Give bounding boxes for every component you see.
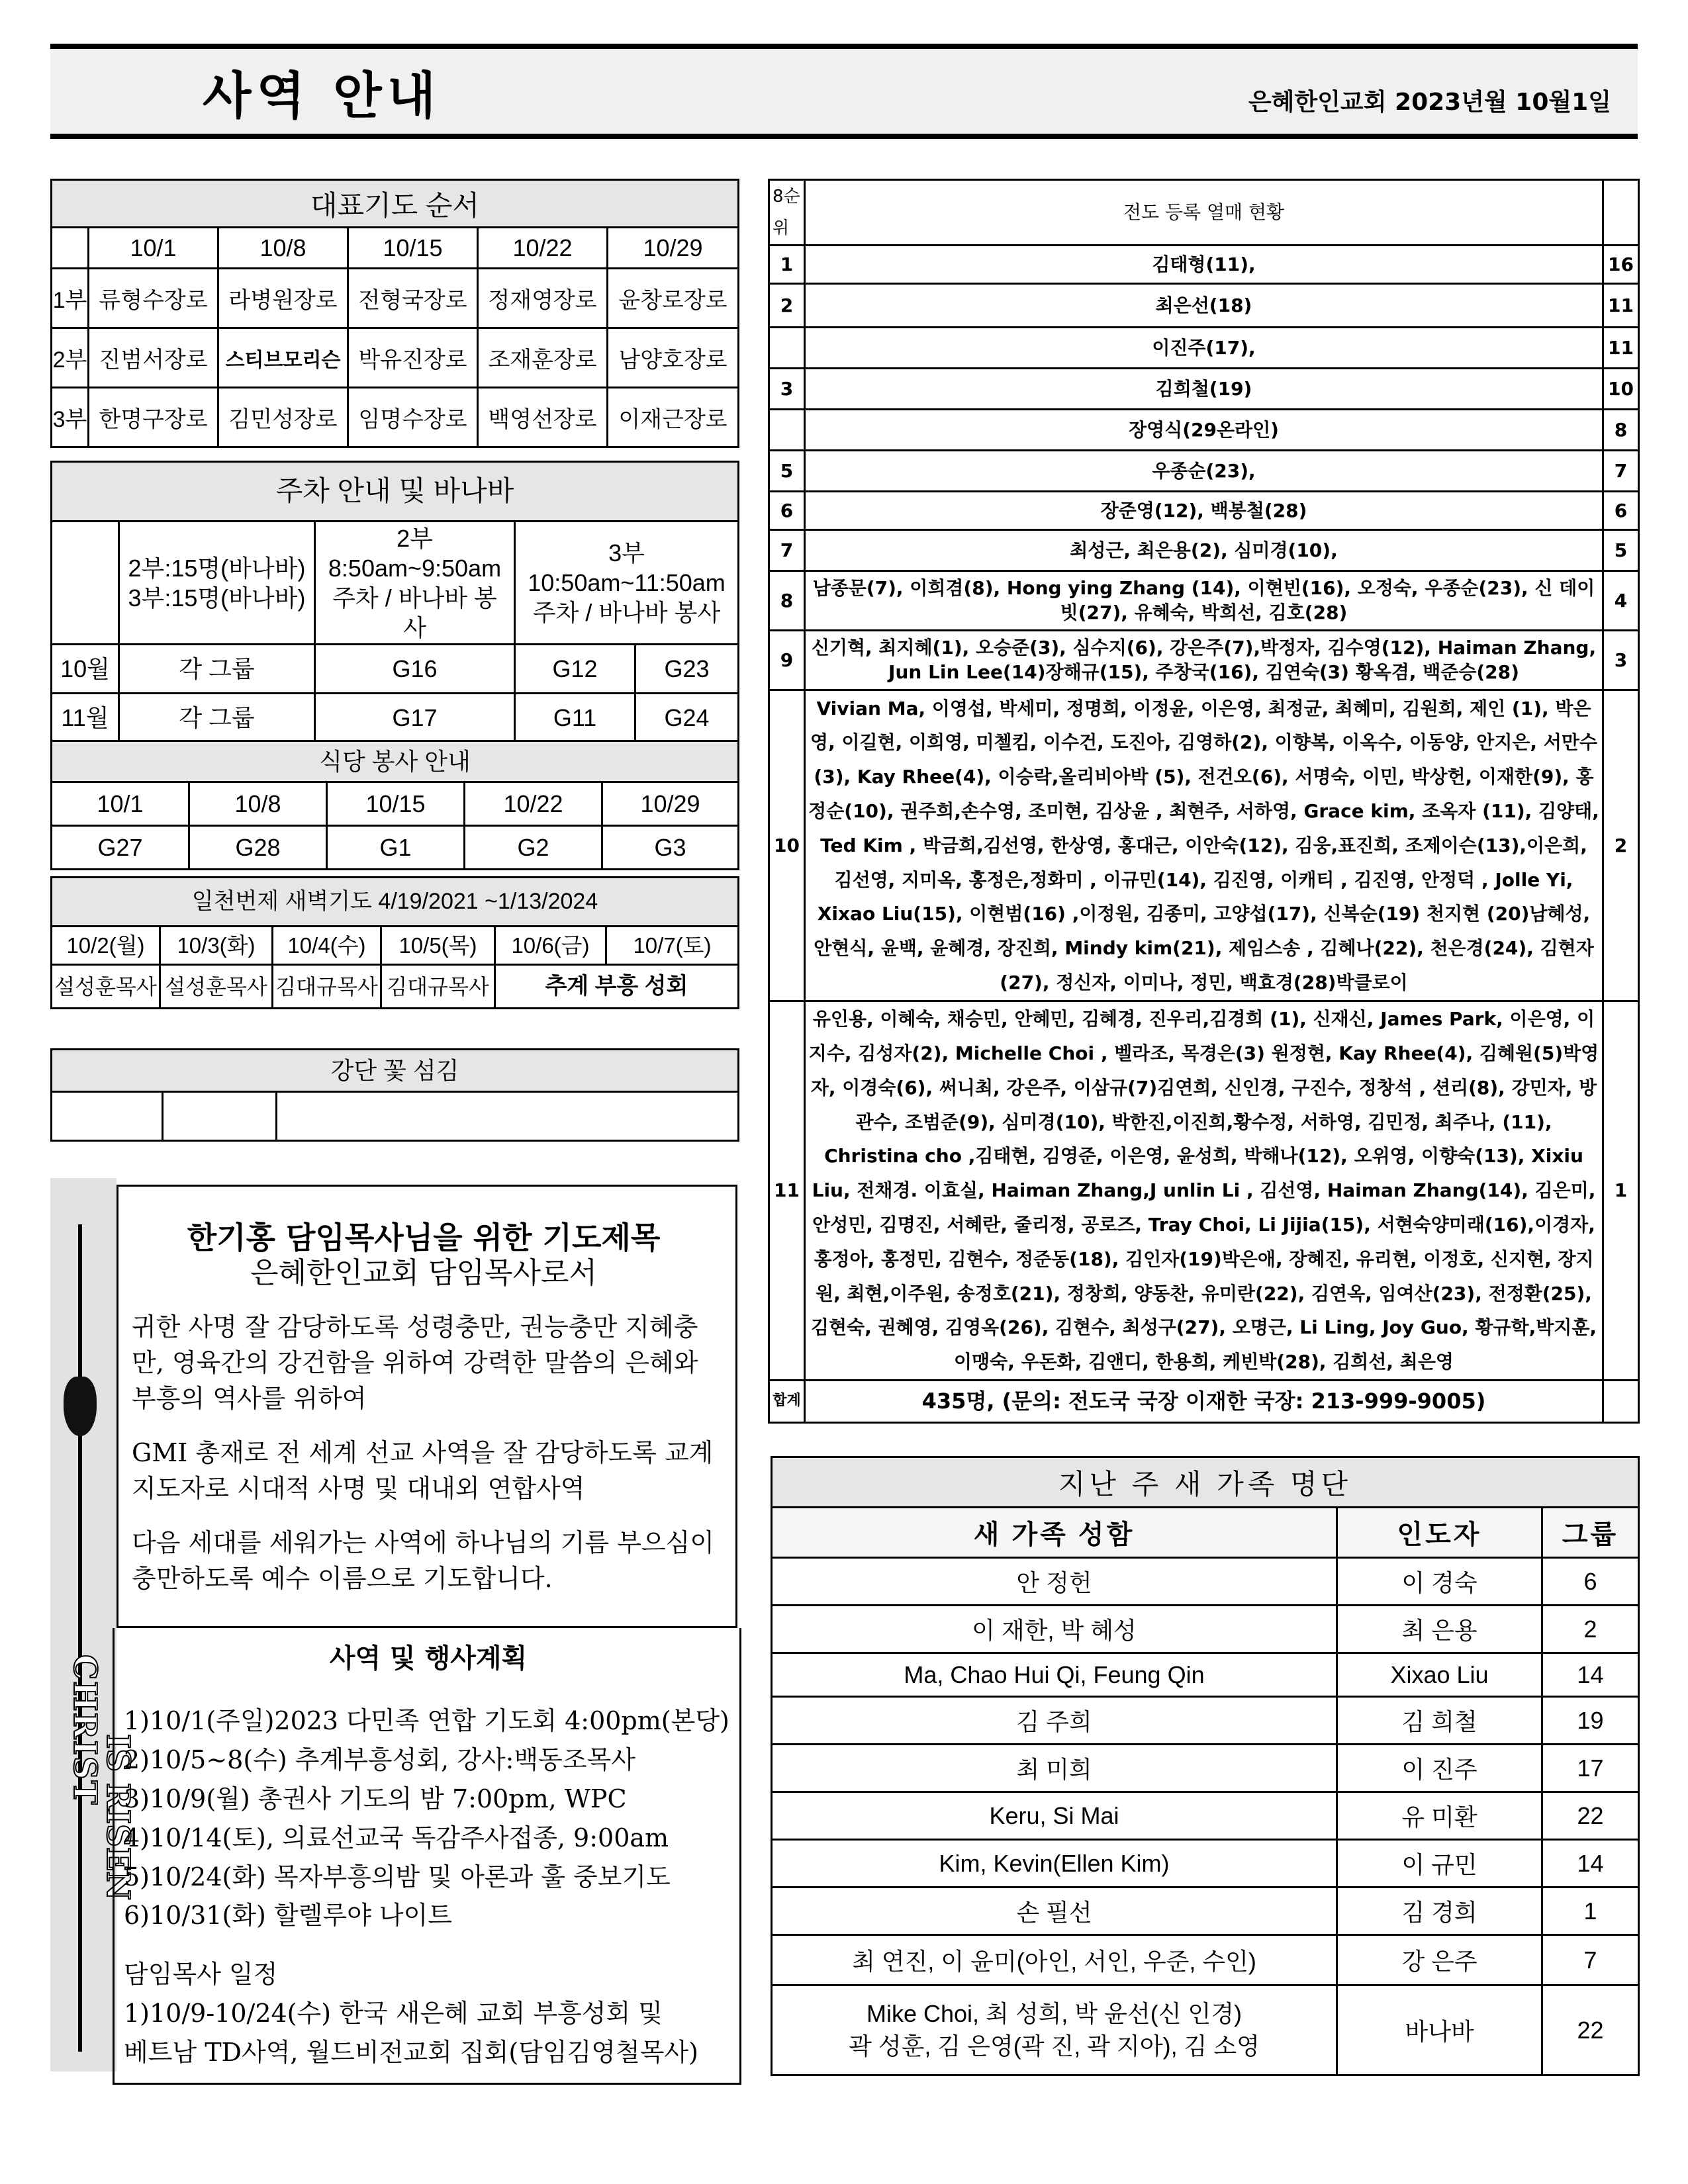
group: G12 <box>515 645 635 694</box>
leader: Xixao Liu <box>1337 1653 1542 1697</box>
count: 2 <box>1603 690 1639 1001</box>
revival-event: 추계 부흥 성회 <box>495 965 739 1009</box>
event-item: 1)10/1(주일)2023 다민족 연합 기도회 4:00pm(본당) <box>124 1706 729 1735</box>
dawn-prayer-title: 일천번제 새벽기도 4/19/2021 ~1/13/2024 <box>52 878 739 927</box>
name: 백영선장로 <box>478 388 608 447</box>
new-family-table <box>771 1456 1640 2076</box>
date: 10/15 <box>348 228 478 269</box>
group: 19 <box>1542 1697 1639 1745</box>
names: 김태형(11), <box>805 246 1603 284</box>
date: 10/22 <box>478 228 608 269</box>
date: 10/29 <box>602 782 739 826</box>
family-name: 최 연진, 이 윤미(아인, 서인, 우준, 수인) <box>772 1935 1337 1985</box>
group: G17 <box>315 694 515 743</box>
names: 장영식(29온라인) <box>805 410 1603 451</box>
group: G16 <box>315 645 515 694</box>
header-group: 그룹 <box>1542 1508 1639 1558</box>
group: G27 <box>52 826 189 870</box>
group: G1 <box>327 826 465 870</box>
family-name: 안 정헌 <box>772 1558 1337 1606</box>
prayer-topics-title: 한기홍 담임목사님을 위한 기도제목 <box>187 1220 661 1255</box>
rank-header: 8순위 <box>769 180 805 246</box>
events-plan-box <box>113 1628 741 2085</box>
count: 7 <box>1603 451 1639 492</box>
names: 장준영(12), 백봉철(28) <box>805 492 1603 530</box>
names: 김희철(19) <box>805 369 1603 410</box>
event-item: 6)10/31(화) 할렐루야 나이트 <box>124 1901 452 1931</box>
rank: 9 <box>769 631 805 690</box>
parking-title: 주차 안내 및 바나바 <box>52 462 739 522</box>
month: 11월 <box>52 694 119 743</box>
date: 10/29 <box>608 228 739 269</box>
names: Vivian Ma, 이영섭, 박세미, 정명희, 이정윤, 이은영, 최정균, 최혜미, 김원희, 제인 (1), 박은영, 이길현, 이희영, 미첼킴, 이수건, 도진아, 김영하(2), 이향복, 이옥수, 이동양, 안지은, 서만수(3), Kay Rhee(4), 이승락,올리비아박 (5), 전건오(6), 서명숙, 이민, 박상헌, 이재한(9), 홍정순(10), 권주희,손수영, 조미현, 김상윤 , 최현주, 서하영, Grace kim, 조옥자 (11), 김양태, Ted Kim , 박금희,김선영, 한상영, 홍대근, 이안숙(12), 김웅,표진희, 조제이슨(13),이은희, 김선영, 지미옥, 홍정은,정화미 , 이규민(14), 김진영, 이캐티 , 김진영, 안정덕 , Jolle Yi, Xixao Liu(15), 이현범(16) ,이정원, 김종미, 고양섭(17), 신복순(19) 천지현 (20)남혜성, 안현식, 윤백, 윤혜경, 장진희, Mindy kim(21), 제임스송 , 김혜나(22), 천은경(24), 김현자(27), 정신자, 이미나, 정민, 백효경(28)박클로이 <box>805 690 1603 1001</box>
rank: 3 <box>769 369 805 410</box>
group: 각 그룹 <box>119 694 315 743</box>
family-name: Mike Choi, 최 성희, 박 윤선(신 인경) 곽 성훈, 김 은영(곽 진, 곽 지아), 김 소영 <box>772 1985 1337 2075</box>
service-label: 2부 <box>52 328 89 388</box>
family-name: Keru, Si Mai <box>772 1792 1337 1840</box>
group: 22 <box>1542 1985 1639 2075</box>
date: 10/22 <box>465 782 602 826</box>
leader: 김 경희 <box>1337 1888 1542 1935</box>
count: 8 <box>1603 410 1639 451</box>
leader: 바나바 <box>1337 1985 1542 2075</box>
rank: 2 <box>769 284 805 328</box>
names: 최성근, 최은용(2), 심미경(10), <box>805 530 1603 571</box>
pastor: 김대규목사 <box>381 965 495 1009</box>
schedule-item: 1)10/9-10/24(수) 한국 새은혜 교회 부흥성회 및 <box>124 1999 663 2028</box>
date: 10/1 <box>52 782 189 826</box>
names: 최은선(18) <box>805 284 1603 328</box>
event-item: 5)10/24(화) 목자부흥의밤 및 아론과 훌 중보기도 <box>124 1862 671 1891</box>
name: 라병원장로 <box>218 269 348 328</box>
group: G11 <box>515 694 635 743</box>
rank: 7 <box>769 530 805 571</box>
prayer-topics-subtitle: 은혜한인교회 담임목사로서 <box>250 1256 598 1291</box>
leader: 이 진주 <box>1337 1745 1542 1792</box>
group: G23 <box>635 645 739 694</box>
rank: 11 <box>769 1001 805 1381</box>
prayer-order-table <box>50 179 739 448</box>
schedule-item: 베트남 TD사역, 월드비전교회 집회(담임김영철목사) <box>124 2038 698 2068</box>
name: 임명수장로 <box>348 388 478 447</box>
day: 10/3(화) <box>160 927 273 965</box>
family-name: 손 필선 <box>772 1888 1337 1935</box>
event-item: 4)10/14(토), 의료선교국 독감주사접종, 9:00am <box>124 1823 669 1852</box>
names: 이진주(17), <box>805 328 1603 369</box>
count: 5 <box>1603 530 1639 571</box>
parking-3rd-service: 3부 10:50am~11:50am 주차 / 바나바 봉사 <box>515 522 739 645</box>
cross-icon <box>78 1224 82 2052</box>
dining-title: 식당 봉사 안내 <box>52 741 739 782</box>
name: 정재영장로 <box>478 269 608 328</box>
dining-table <box>50 740 739 870</box>
count: 1 <box>1603 1001 1639 1381</box>
count: 6 <box>1603 492 1639 530</box>
names: 유인용, 이혜숙, 채승민, 안혜민, 김혜경, 진우리,김경희 (1), 신재신, James Park, 이은영, 이지수, 김성자(2), Michelle Choi , 벨라조, 목경은(3) 원정현, Kay Rhee(4), 김혜원(5)박영자, 이경숙(6), 써니최, 강은주, 이삼규(7)김연희, 신인경, 구진수, 정창석 , 션리(8), 강민자, 방관수, 조범준(9), 심미경(10), 박한진,이진희,황수정, 서하영, 김민정, 최주나, (11), Christina cho ,김태현, 김영준, 이은영, 윤성희, 박해나(12), 오위영, 이향숙(13), Xixiu Liu, 전채경. 이효실, Haiman Zhang,J unlin Li , 김선영, Haiman Zhang(14), 김은미, 안성민, 김명진, 서혜란, 줄리정, 공로즈, Tray Choi, Li Jijia(15), 서현숙양미래(16),이경자, 홍정아, 홍정민, 김현수, 정준동(18), 김인자(19)박은애, 장혜진, 유리현, 이정호, 신지현, 장지원, 최현,이주원, 송정호(21), 정창희, 양동찬, 유미란(22), 김연옥, 임여산(23), 전정환(25), 김현숙, 권혜영, 김영옥(26), 김현수, 최성구(27), 오명근, Li Ling, Joy Guo, 황규학,박지훈, 이맹숙, 우돈화, 김앤디, 한용희, 케빈박(28), 김희선, 최은영 <box>805 1001 1603 1381</box>
family-name: 이 재한, 박 혜성 <box>772 1606 1337 1653</box>
rank: 10 <box>769 690 805 1001</box>
prayer-topic: GMI 총재로 전 세계 선교 사역을 잘 감당하도록 교계 지도자로 시대적 사명 및 대내외 연합사역 <box>132 1437 714 1503</box>
header <box>50 49 1638 134</box>
group: G24 <box>635 694 739 743</box>
figure-icon <box>64 1377 97 1436</box>
total: 435명, (문의: 전도국 국장 이재한 국장: 213-999-9005) <box>805 1380 1603 1422</box>
leader: 김 희철 <box>1337 1697 1542 1745</box>
rank <box>769 410 805 451</box>
pastor: 설성훈목사 <box>160 965 273 1009</box>
side-text: CHRIST <box>66 1655 103 1806</box>
service-label: 3부 <box>52 388 89 447</box>
day: 10/2(월) <box>52 927 160 965</box>
leader: 이 경숙 <box>1337 1558 1542 1606</box>
name: 이재근장로 <box>608 388 739 447</box>
flowers-title: 강단 꽃 섬김 <box>52 1050 739 1092</box>
count: 11 <box>1603 284 1639 328</box>
names: 신기혁, 최지혜(1), 오승준(3), 심수지(6), 강은주(7),박정자, 김수영(12), Haiman Zhang, Jun Lin Lee(14)장해규(15), 주창국(16), 김연숙(3) 황옥겸, 백준승(28) <box>805 631 1603 690</box>
name: 류형수장로 <box>89 269 218 328</box>
group: 2 <box>1542 1606 1639 1653</box>
evangelism-table <box>768 179 1640 1424</box>
date: 10/8 <box>189 782 327 826</box>
top-rule <box>50 44 1638 49</box>
group: G3 <box>602 826 739 870</box>
day: 10/7(토) <box>606 927 739 965</box>
schedule-title: 담임목사 일정 <box>124 1960 278 1989</box>
leader: 유 미환 <box>1337 1792 1542 1840</box>
prayer-topic: 다음 세대를 세워가는 사역에 하나님의 기름 부으심이 충만하도록 예수 이름으로 기도합니다. <box>132 1527 715 1593</box>
parking-volunteers: 2부:15명(바나바) 3부:15명(바나바) <box>119 522 315 645</box>
day: 10/4(수) <box>273 927 381 965</box>
name: 한명구장로 <box>89 388 218 447</box>
group: G28 <box>189 826 327 870</box>
name: 김민성장로 <box>218 388 348 447</box>
page-title: 사역 안내 <box>203 66 442 125</box>
event-item: 3)10/9(월) 총권사 기도의 밤 7:00pm, WPC <box>124 1784 627 1813</box>
service-label: 1부 <box>52 269 89 328</box>
parking-table <box>50 461 739 743</box>
pastor: 설성훈목사 <box>52 965 160 1009</box>
total-label: 합계 <box>769 1380 805 1422</box>
group: G2 <box>465 826 602 870</box>
group: 7 <box>1542 1935 1639 1985</box>
group: 각 그룹 <box>119 645 315 694</box>
family-name: 최 미희 <box>772 1745 1337 1792</box>
date: 10/15 <box>327 782 465 826</box>
day: 10/6(금) <box>495 927 606 965</box>
count: 11 <box>1603 328 1639 369</box>
events-plan-title: 사역 및 행사계획 <box>329 1643 528 1674</box>
name: 조재훈장로 <box>478 328 608 388</box>
family-name: Kim, Kevin(Ellen Kim) <box>772 1840 1337 1888</box>
group: 14 <box>1542 1653 1639 1697</box>
name: 박유진장로 <box>348 328 478 388</box>
count: 10 <box>1603 369 1639 410</box>
prayer-topics-box <box>117 1185 737 1628</box>
leader: 이 규민 <box>1337 1840 1542 1888</box>
family-name: Ma, Chao Hui Qi, Feung Qin <box>772 1653 1337 1697</box>
count: 4 <box>1603 571 1639 631</box>
rank: 5 <box>769 451 805 492</box>
family-name: 김 주희 <box>772 1697 1337 1745</box>
date: 10/8 <box>218 228 348 269</box>
count: 3 <box>1603 631 1639 690</box>
group: 22 <box>1542 1792 1639 1840</box>
leader: 최 은용 <box>1337 1606 1542 1653</box>
rank: 8 <box>769 571 805 631</box>
christ-is-risen-image <box>50 1178 117 2071</box>
prayer-order-title: 대표기도 순서 <box>52 180 739 228</box>
name: 전형국장로 <box>348 269 478 328</box>
name: 윤창로장로 <box>608 269 739 328</box>
month: 10월 <box>52 645 119 694</box>
leader: 강 은주 <box>1337 1935 1542 1985</box>
group: 6 <box>1542 1558 1639 1606</box>
new-family-title: 지난 주 새 가족 명단 <box>772 1457 1639 1508</box>
name: 스티브모리슨 <box>218 328 348 388</box>
flowers-table <box>50 1048 739 1142</box>
rank: 6 <box>769 492 805 530</box>
date: 10/1 <box>89 228 218 269</box>
names: 남종문(7), 이희겸(8), Hong ying Zhang (14), 이현빈(16), 오정숙, 우종순(23), 신 데이빗(27), 유혜숙, 박희선, 김호(28) <box>805 571 1603 631</box>
name: 남양호장로 <box>608 328 739 388</box>
group: 14 <box>1542 1840 1639 1888</box>
side-text: IS RISEN <box>99 1734 136 1901</box>
rank: 1 <box>769 246 805 284</box>
rank <box>769 328 805 369</box>
header-leader: 인도자 <box>1337 1508 1542 1558</box>
event-item: 2)10/5~8(수) 추계부흥성회, 강사:백동조목사 <box>124 1745 635 1774</box>
evangelism-title: 전도 등록 열매 현황 <box>805 180 1603 246</box>
bottom-rule <box>50 134 1638 139</box>
parking-2nd-service: 2부 8:50am~9:50am 주차 / 바나바 봉 사 <box>315 522 515 645</box>
group: 17 <box>1542 1745 1639 1792</box>
name: 진범서장로 <box>89 328 218 388</box>
dawn-prayer-table <box>50 876 739 1009</box>
church-date: 은혜한인교회 2023년월 10월1일 <box>1248 89 1611 116</box>
header-name: 새 가족 성함 <box>772 1508 1337 1558</box>
prayer-topic: 귀한 사명 잘 감당하도록 성령충만, 권능충만 지혜충만, 영육간의 강건함을 위하여 강력한 말씀의 은혜와 부흥의 역사를 위하여 <box>132 1312 698 1413</box>
count: 16 <box>1603 246 1639 284</box>
pastor: 김대규목사 <box>273 965 381 1009</box>
day: 10/5(목) <box>381 927 495 965</box>
names: 우종순(23), <box>805 451 1603 492</box>
group: 1 <box>1542 1888 1639 1935</box>
